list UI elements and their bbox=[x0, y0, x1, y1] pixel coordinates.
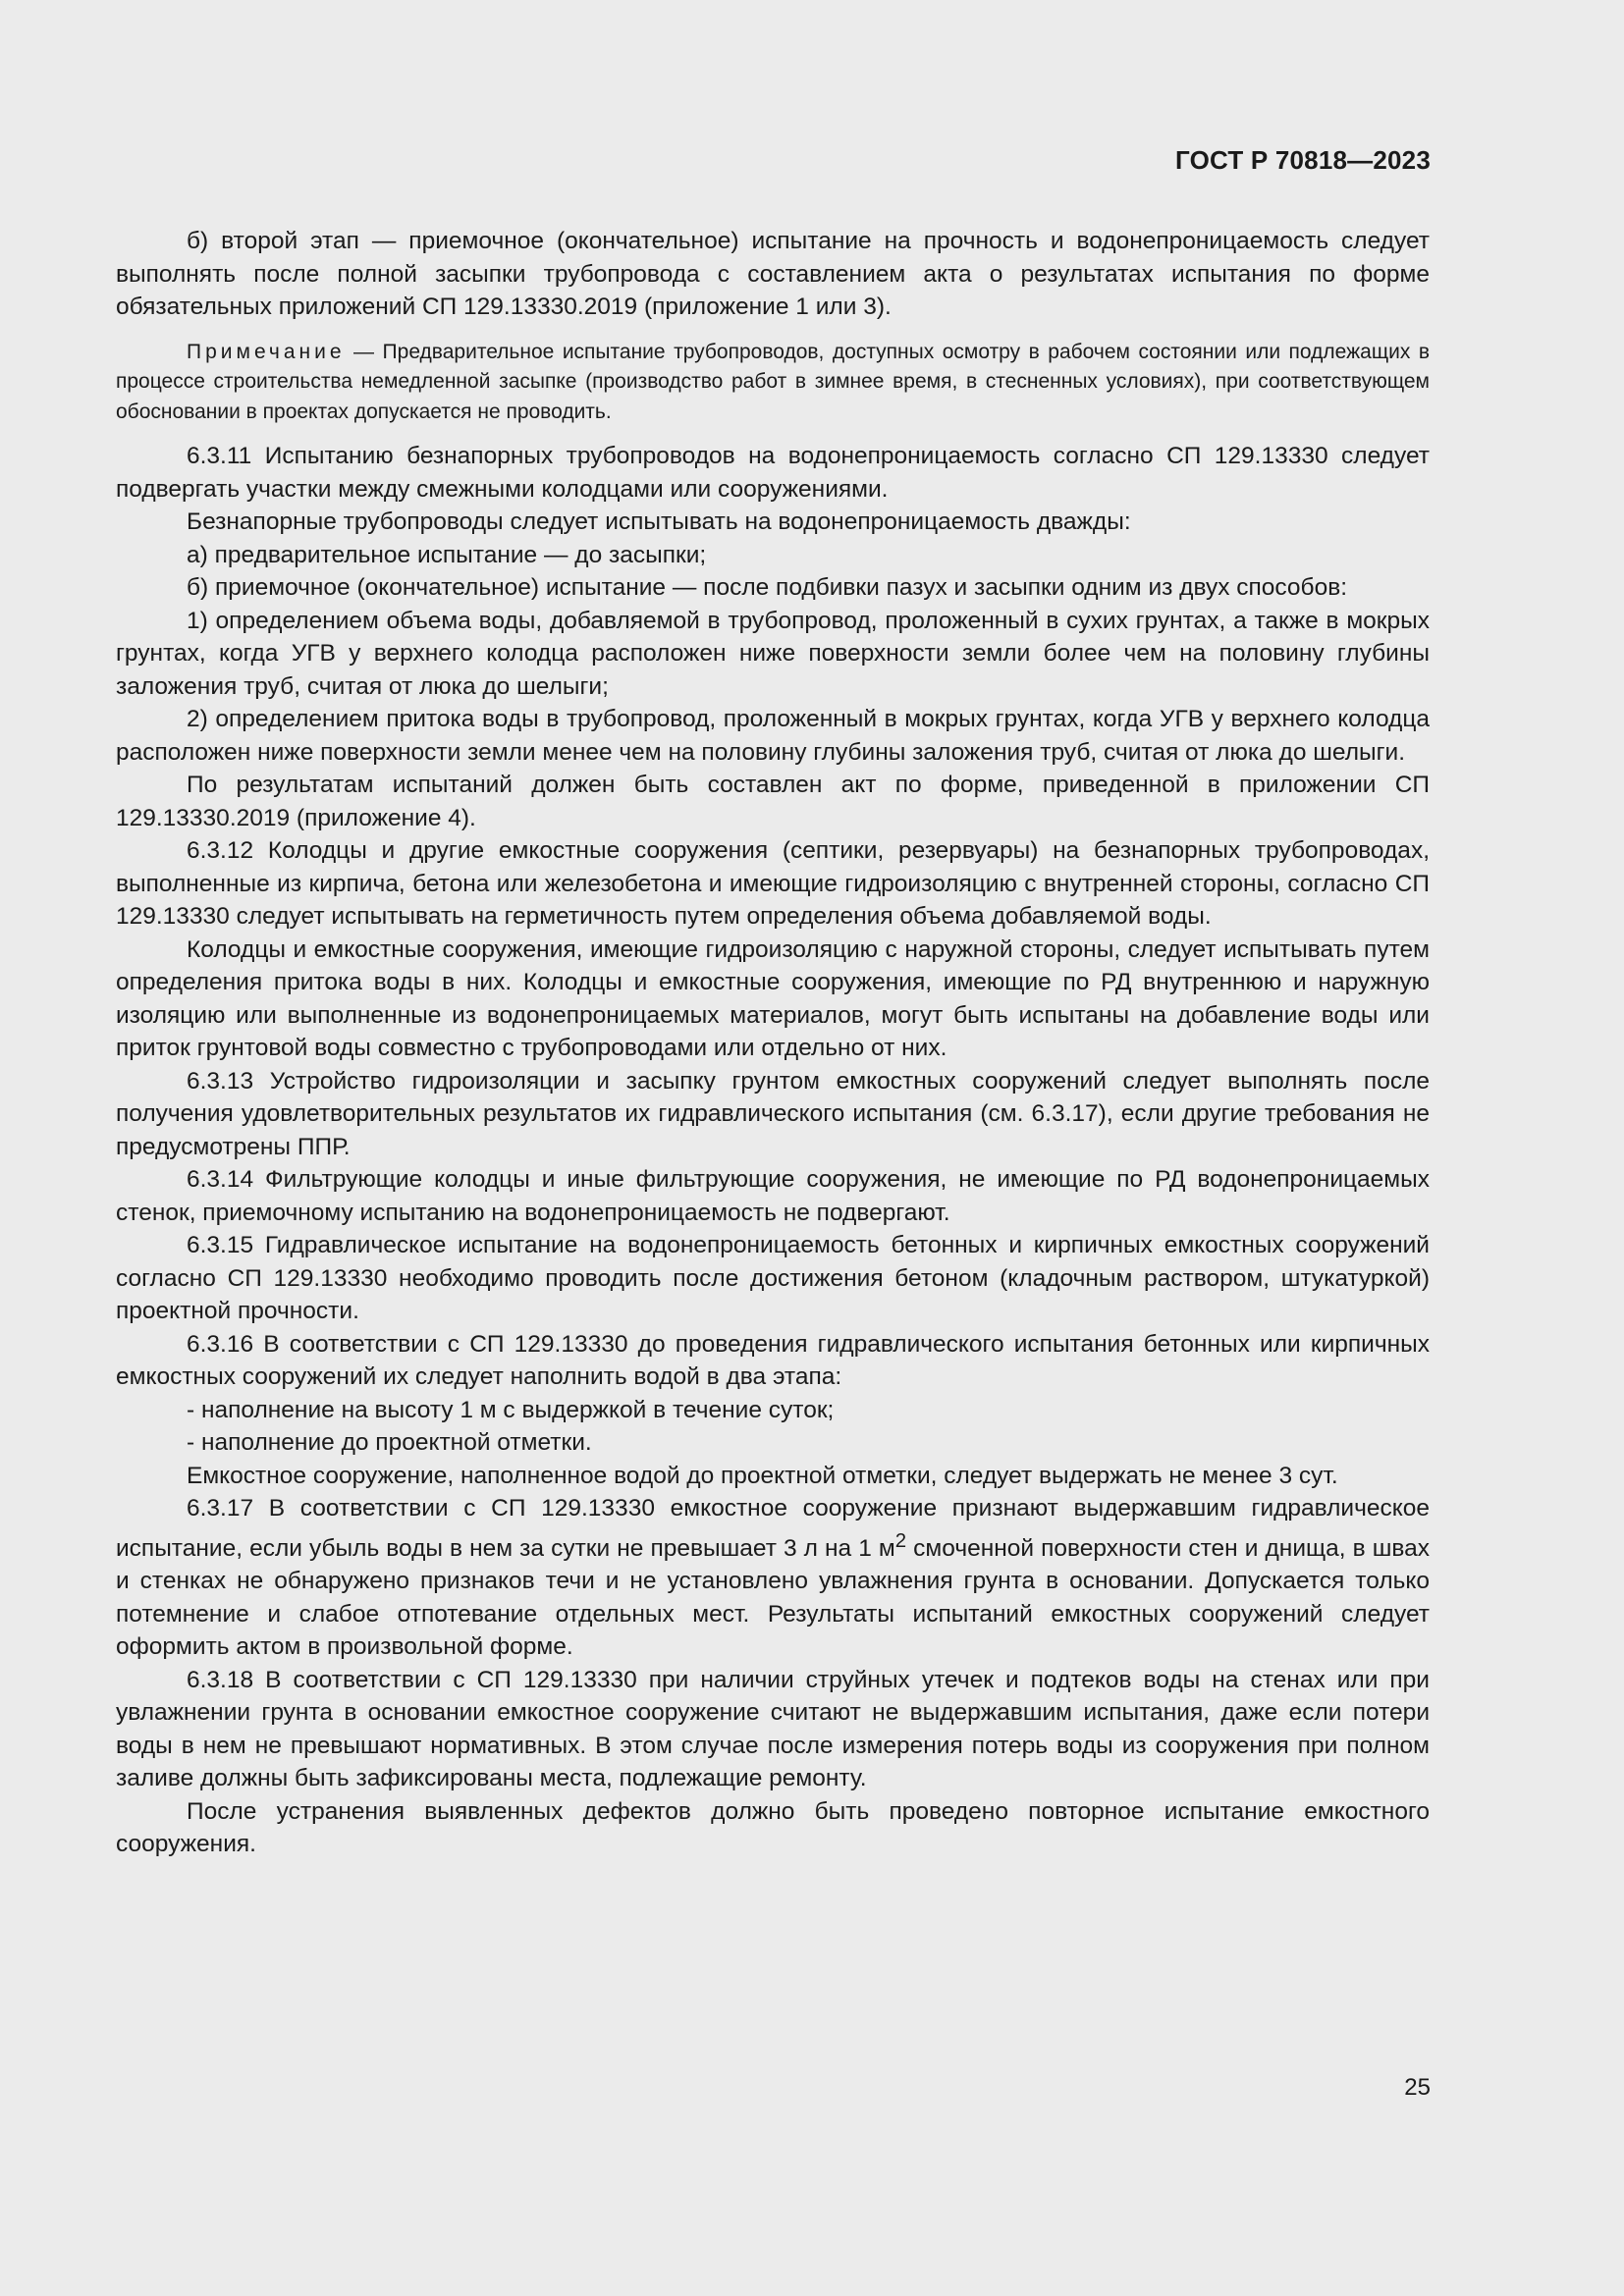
list-item-2: 2) определением притока воды в трубопровод, проложенный в мокрых грунтах, когда УГВ у верхнего колодца расположен ниже поверхности земли менее чем на половину глубины заложения труб, считая от люка до шелыги. bbox=[116, 706, 1430, 766]
page-number: 25 bbox=[1404, 2074, 1431, 2101]
paragraph-test-twice: Безнапорные трубопроводы следует испытывать на водонепроницаемость дважды: bbox=[187, 508, 1131, 535]
paragraph-second-stage: б) второй этап — приемочное (окончательное) испытание на прочность и водонепроницаемость следует выполнять после полной засыпки трубопровода с составлением акта о результатах испытания по форме обязательных приложений СП 129.13330.2019 (приложение 1 или 3). bbox=[116, 228, 1430, 320]
note-label: Примечание bbox=[187, 340, 346, 363]
standard-number: ГОСТ Р 70818—2023 bbox=[1175, 145, 1431, 175]
bullet-item-2: - наполнение до проектной отметки. bbox=[187, 1429, 592, 1456]
paragraph-6-3-17-start: 6.3.17 В соответствии с СП 129.13330 емкостное сооружение признают выдержавшим гидравлическое испытание, если убыль воды в нем за сутки не превышает 3 л на 1 м bbox=[116, 1495, 1430, 1562]
paragraph-6-3-16: 6.3.16 В соответствии с СП 129.13330 до проведения гидравлического испытания бетонных или кирпичных емкостных сооружений их следует наполнить водой в два этапа: bbox=[116, 1330, 1430, 1390]
paragraph-results: По результатам испытаний должен быть составлен акт по форме, приведенной в приложении СП 129.13330.2019 (приложение 4). bbox=[116, 772, 1430, 831]
list-item-1: 1) определением объема воды, добавляемой в трубопровод, проложенный в сухих грунтах, а также в мокрых грунтах, когда УГВ у верхнего колодца расположен ниже поверхности земли более чем на половину глубины заложения труб, считая от люка до шелыги; bbox=[116, 607, 1430, 700]
paragraph-wells: Колодцы и емкостные сооружения, имеющие гидроизоляцию с наружной стороны, следует испытывать путем определения притока воды в них. Колодцы и емкостные сооружения, имеющие по РД внутреннюю и наружную изоляцию или выполненные из водонепроницаемых материалов, могут быть испытаны на добавление воды или приток грунтовой воды совместно с трубопроводами или отдельно от них. bbox=[116, 935, 1430, 1061]
paragraph-6-3-17-end: смоченной поверхности стен и днища, в швах и стенках не обнаружено признаков течи и не установлено увлажнения грунта в основании. Допускается только потемнение и слабое отпотевание отдельных мест. Результаты испытаний емкостных сооружений следует оформить актом в произвольной форме. bbox=[116, 1534, 1430, 1661]
bullet-item-1: - наполнение на высоту 1 м с выдержкой в течение суток; bbox=[187, 1396, 835, 1423]
paragraph-6-3-12: 6.3.12 Колодцы и другие емкостные сооружения (септики, резервуары) на безнапорных трубопроводах, выполненные из кирпича, бетона или железобетона и имеющие гидроизоляцию с внутренней стороны, согласно СП 129.13330 следует испытывать на герметичность путем определения объема добавляемой воды. bbox=[116, 837, 1430, 930]
paragraph-6-3-11: 6.3.11 Испытанию безнапорных трубопроводов на водонепроницаемость согласно СП 129.13330 следует подвергать участки между смежными колодцами или сооружениями. bbox=[116, 443, 1430, 503]
superscript-2: 2 bbox=[894, 1529, 907, 1552]
paragraph-6-3-18: 6.3.18 В соответствии с СП 129.13330 при наличии струйных утечек и подтеков воды на стенах или при увлажнении грунта в основании емкостное сооружение считают не выдержавшим испытания, даже если потери воды в нем не превышают нормативных. В этом случае после измерения потерь воды из сооружения при полном заливе должны быть зафиксированы места, подлежащие ремонту. bbox=[116, 1666, 1430, 1792]
paragraph-hold: Емкостное сооружение, наполненное водой до проектной отметки, следует выдержать не менее 3 сут. bbox=[187, 1462, 1338, 1489]
list-item-b: б) приемочное (окончательное) испытание — после подбивки пазух и засыпки одним из двух способов: bbox=[187, 574, 1348, 601]
page-content bbox=[116, 225, 1430, 1861]
paragraph-6-3-17 bbox=[116, 1492, 1430, 1664]
paragraph-6-3-15: 6.3.15 Гидравлическое испытание на водонепроницаемость бетонных и кирпичных емкостных сооружений согласно СП 129.13330 необходимо проводить после достижения бетоном (кладочным раствором, штукатуркой) проектной прочности. bbox=[116, 1232, 1430, 1324]
note-text: — Предварительное испытание трубопроводов, доступных осмотру в рабочем состоянии или подлежащих в процессе строительства немедленной засыпке (производство работ в зимнее время, в стесненных условиях), при соответствующем обосновании в проектах допускается не проводить. bbox=[116, 340, 1430, 423]
paragraph-6-3-13: 6.3.13 Устройство гидроизоляции и засыпку грунтом емкостных сооружений следует выполнять после получения удовлетворительных результатов их гидравлического испытания (см. 6.3.17), если другие требования не предусмотрены ППР. bbox=[116, 1067, 1430, 1160]
paragraph-retest: После устранения выявленных дефектов должно быть проведено повторное испытание емкостного сооружения. bbox=[116, 1797, 1430, 1858]
list-item-a: а) предварительное испытание — до засыпки; bbox=[187, 541, 707, 568]
note bbox=[116, 338, 1430, 428]
paragraph-6-3-14: 6.3.14 Фильтрующие колодцы и иные фильтрующие сооружения, не имеющие по РД водонепроницаемых стенок, приемочному испытанию на водонепроницаемость не подвергают. bbox=[116, 1166, 1430, 1226]
